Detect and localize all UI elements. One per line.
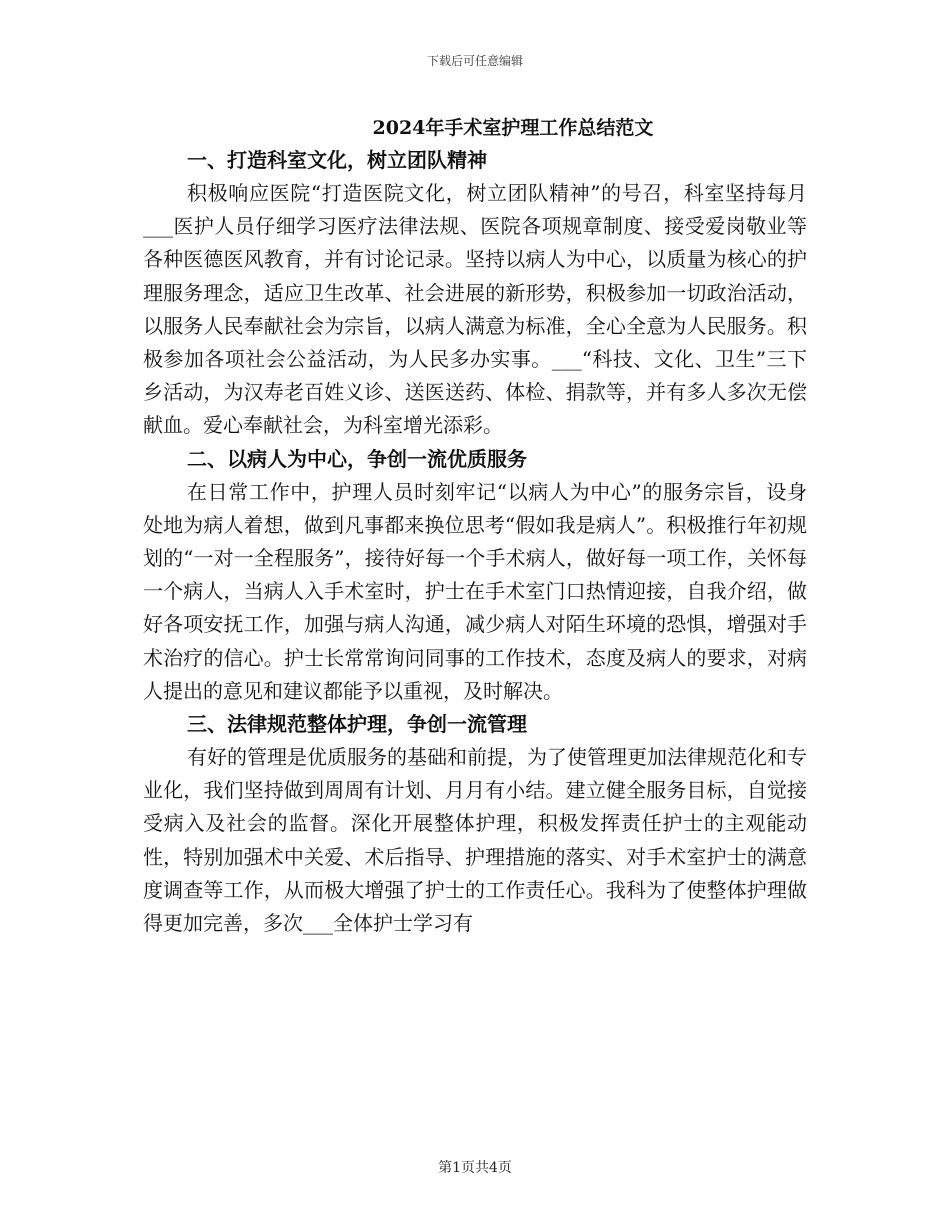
section-heading-2: 二、以病人为中心，争创一流优质服务 <box>187 446 527 471</box>
page-number: 第1页共4页 <box>438 1160 512 1176</box>
section-paragraph-2: 在日常工作中，护理人员时刻牢记“以病人为中心”的服务宗旨，设身处地为病人着想，做到凡事都来换位思考“假如我是病人”。积极推行年初规划的“一对一全程服务”，接待好每一个手术病人，做好每一项工作，关怀每一个病人，当病人入手术室时，护士在手术室门口热情迎接，自我介绍，做好各项安抚工作，加强与病人沟通，减少病人对陌生环境的恐惧，增强对手术治疗的信心。护士长常常询问同事的工作技术，态度及病人的要求，对病人提出的意见和建议都能予以重视，及时解决。 <box>143 479 807 703</box>
section-heading-3: 三、法律规范整体护理，争创一流管理 <box>187 712 527 737</box>
document-title: 2024年手术室护理工作总结范文 <box>372 117 654 139</box>
section-paragraph-1: 积极响应医院“打造医院文化，树立团队精神”的号召，科室坚持每月___医护人员仔细学习医疗法律法规、医院各项规章制度、接受爱岗敬业等各种医德医风教育，并有讨论记录。坚持以病人为中心，以质量为核心的护理服务理念，适应卫生改革、社会进展的新形势，积极参加一切政治活动，以服务人民奉献社会为宗旨，以病人满意为标准，全心全意为人民服务。积极参加各项社会公益活动，为人民多办实事。___“科技、文化、卫生”三下乡活动，为汉寿老百姓义诊、送医送药、体检、捐款等，并有多人多次无偿献血。爱心奉献社会，为科室增光添彩。 <box>143 181 807 438</box>
document-body <box>143 112 807 940</box>
section-heading-1: 一、打造科室文化，树立团队精神 <box>187 148 487 172</box>
header-note: 下载后可任意编辑 <box>426 54 523 68</box>
section-paragraph-3: 有好的管理是优质服务的基础和前提，为了使管理更加法律规范化和专业化，我们坚持做到周周有计划、月月有小结。建立健全服务目标，自觉接受病入及社会的监督。深化开展整体护理，积极发挥责任护士的主观能动性，特别加强术中关爱、术后指导、护理措施的落实、对手术室护士的满意度调查等工作，从而极大增强了护士的工作责任心。我科为了使整体护理做得更加完善，多次___全体护士学习有 <box>143 745 807 936</box>
